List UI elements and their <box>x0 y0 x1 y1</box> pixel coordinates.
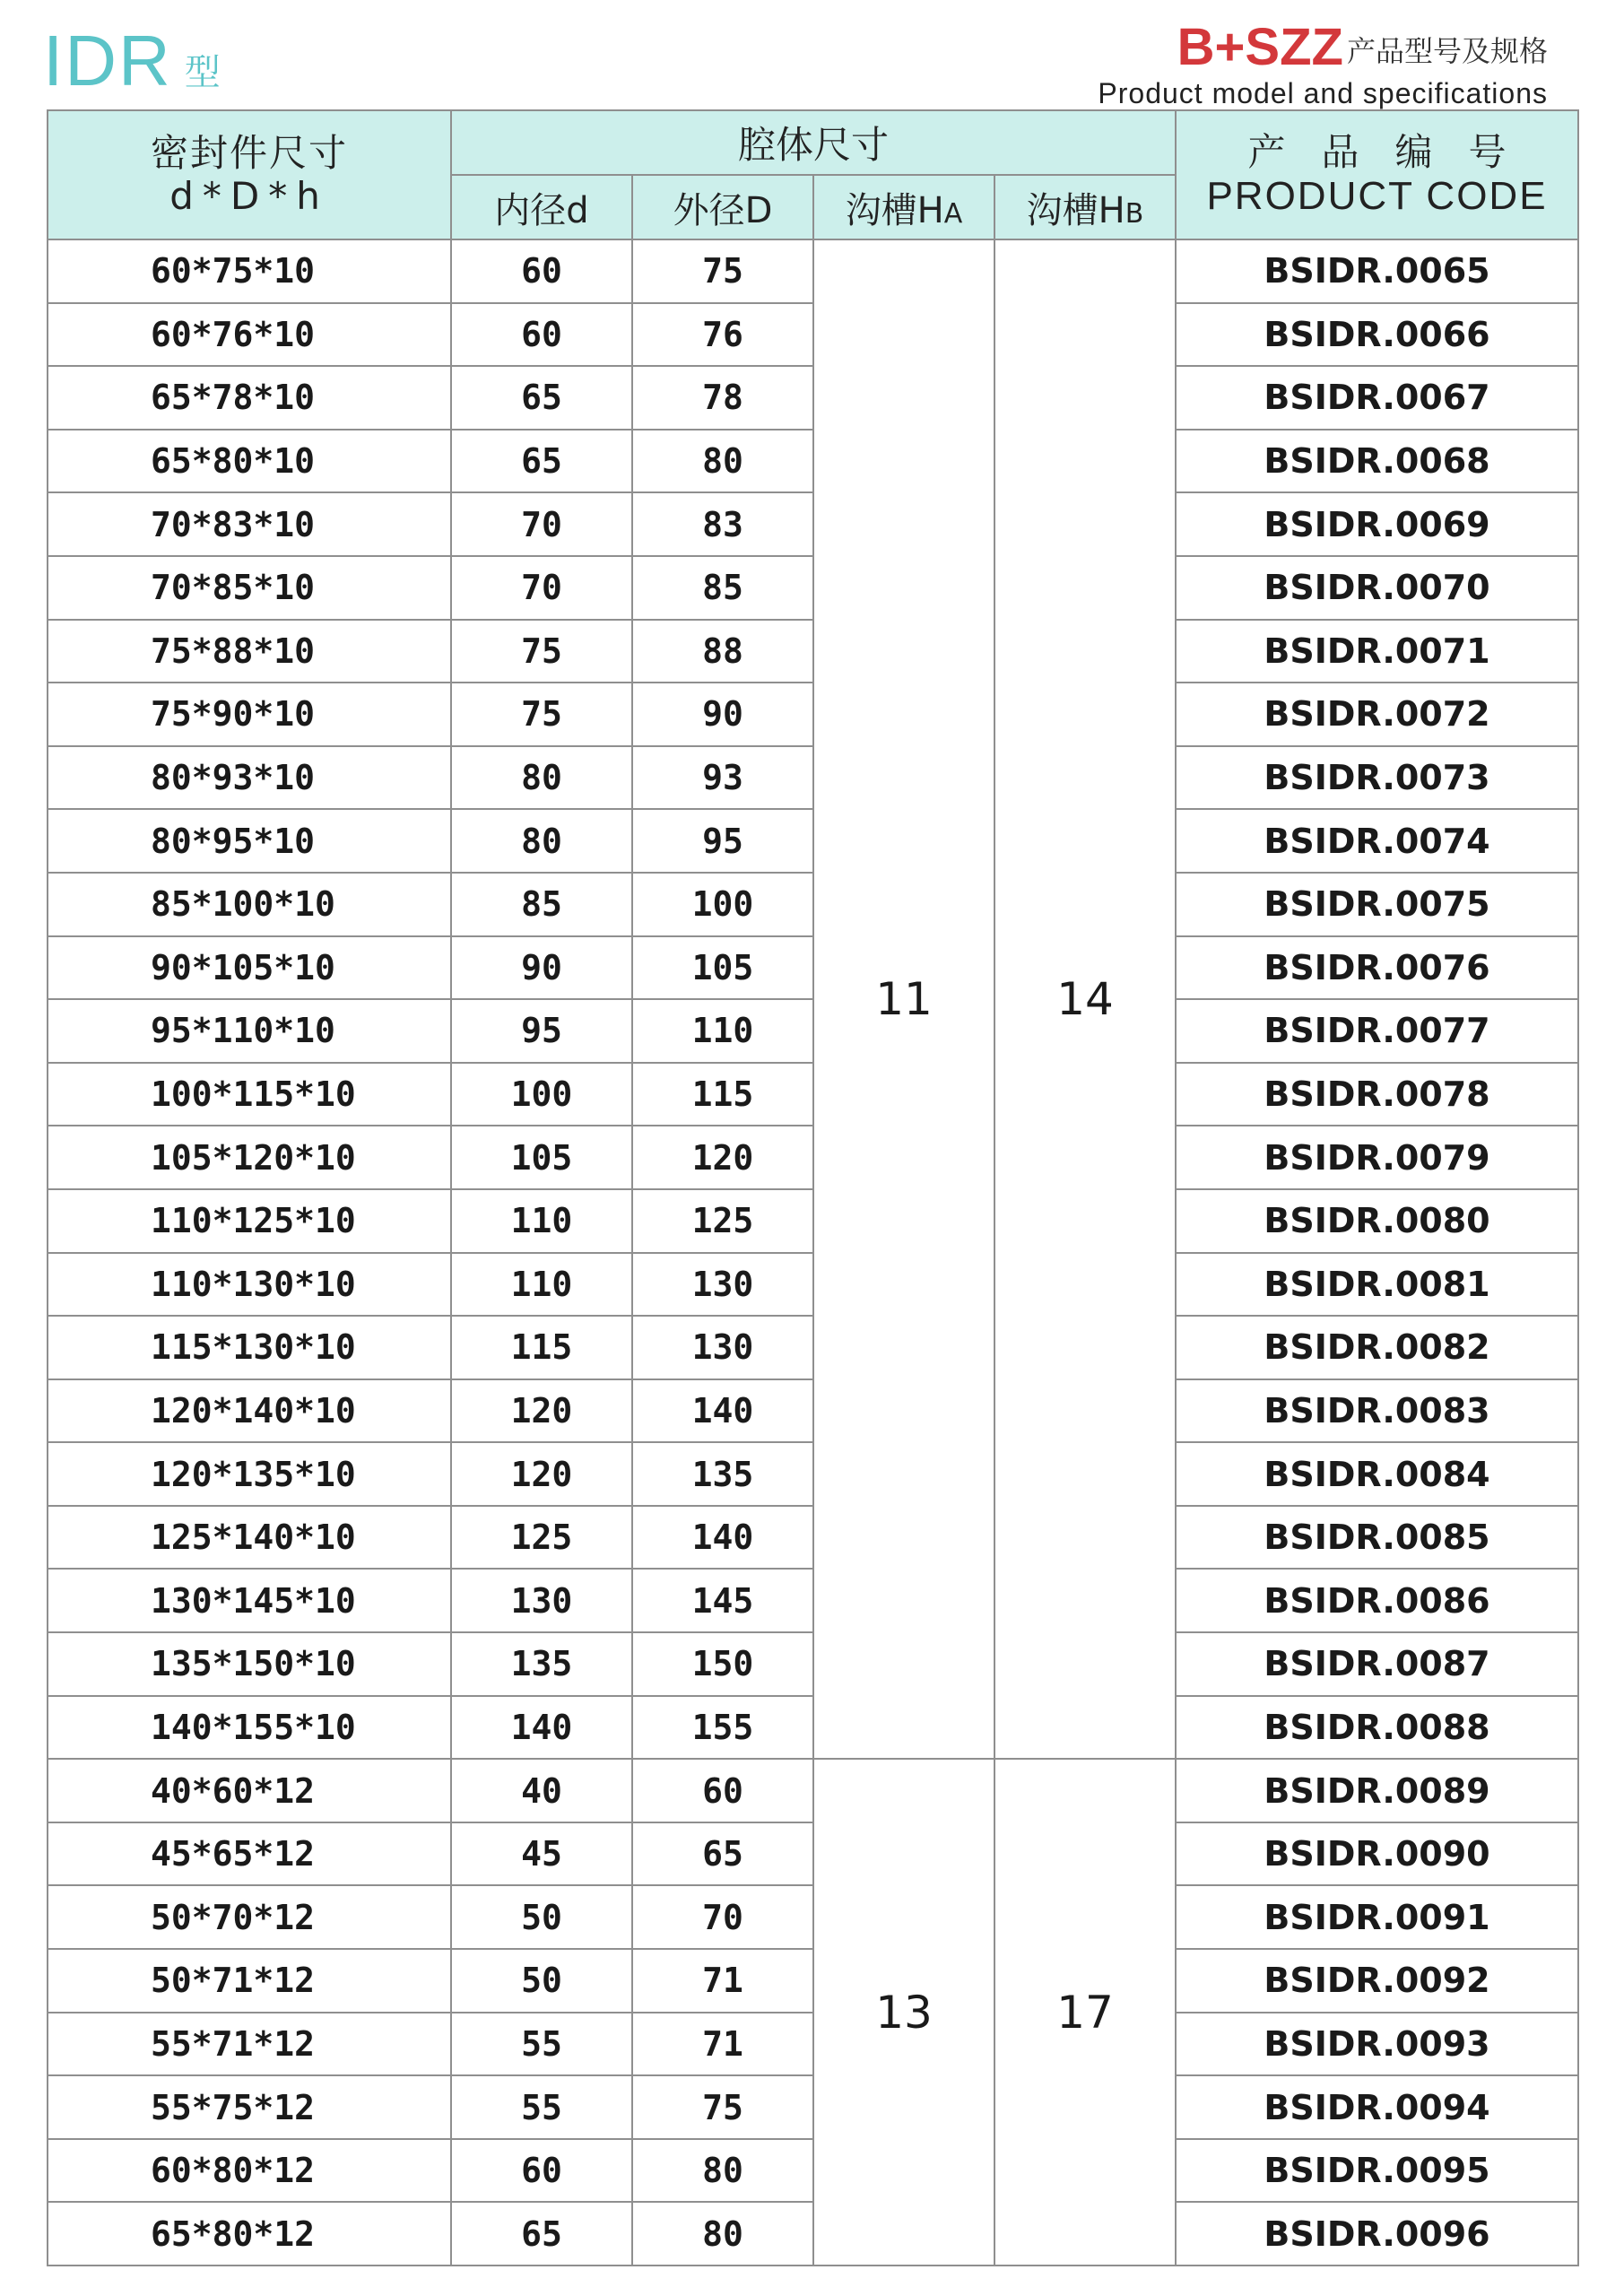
product-code-cell: BSIDR.0087 <box>1176 1632 1578 1696</box>
seal-size-header-cn: 密封件尺寸 <box>150 130 348 175</box>
product-code-header-en: PRODUCT CODE <box>1206 173 1548 218</box>
table-row <box>48 746 1578 810</box>
outer-diameter-cell: 88 <box>632 620 813 683</box>
outer-diameter-cell: 130 <box>632 1316 813 1379</box>
table-row <box>48 1569 1578 1632</box>
product-code-cell: BSIDR.0090 <box>1176 1822 1578 1886</box>
brand-tagline-cn: 产品型号及规格 <box>1346 34 1548 68</box>
product-code-cell: BSIDR.0093 <box>1176 2013 1578 2076</box>
seal-size-cell: 90*105*10 <box>48 936 451 1000</box>
outer-diameter-cell: 150 <box>632 1632 813 1696</box>
model-suffix: 型 <box>184 52 221 93</box>
seal-size-cell: 140*155*10 <box>48 1696 451 1760</box>
product-code-cell: BSIDR.0088 <box>1176 1696 1578 1760</box>
seal-size-cell: 40*60*12 <box>48 1759 451 1822</box>
table-row <box>48 1379 1578 1443</box>
product-code-cell: BSIDR.0068 <box>1176 430 1578 493</box>
seal-size-cell: 110*125*10 <box>48 1189 451 1253</box>
product-code-cell: BSIDR.0083 <box>1176 1379 1578 1443</box>
seal-size-cell: 105*120*10 <box>48 1126 451 1189</box>
table-row <box>48 1632 1578 1696</box>
seal-size-cell: 100*115*10 <box>48 1063 451 1126</box>
groove-hb-cell: 17 <box>994 1759 1176 2266</box>
inner-diameter-cell: 45 <box>451 1822 632 1886</box>
model-name: IDR <box>43 21 172 100</box>
outer-diameter-cell: 145 <box>632 1569 813 1632</box>
groove-ha-subscript: A <box>943 197 963 230</box>
seal-size-cell: 55*75*12 <box>48 2075 451 2139</box>
table-row <box>48 239 1578 303</box>
inner-diameter-cell: 105 <box>451 1126 632 1189</box>
inner-diameter-cell: 65 <box>451 430 632 493</box>
product-code-cell: BSIDR.0094 <box>1176 2075 1578 2139</box>
product-code-cell: BSIDR.0091 <box>1176 1885 1578 1949</box>
inner-diameter-cell: 120 <box>451 1379 632 1443</box>
brand-tagline-en: Product model and specifications <box>1098 77 1548 109</box>
table-row <box>48 1189 1578 1253</box>
inner-diameter-cell: 120 <box>451 1442 632 1506</box>
groove-hb-subscript: B <box>1125 197 1144 230</box>
table-row <box>48 303 1578 367</box>
product-code-cell: BSIDR.0089 <box>1176 1759 1578 1822</box>
inner-diameter-cell: 115 <box>451 1316 632 1379</box>
inner-diameter-cell: 55 <box>451 2013 632 2076</box>
product-code-cell: BSIDR.0078 <box>1176 1063 1578 1126</box>
table-row <box>48 936 1578 1000</box>
seal-size-cell: 110*130*10 <box>48 1253 451 1317</box>
outer-diameter-cell: 140 <box>632 1506 813 1570</box>
table-row <box>48 2075 1578 2139</box>
inner-diameter-cell: 50 <box>451 1885 632 1949</box>
inner-diameter-cell: 100 <box>451 1063 632 1126</box>
inner-diameter-cell: 70 <box>451 492 632 556</box>
product-code-cell: BSIDR.0071 <box>1176 620 1578 683</box>
inner-diameter-cell: 75 <box>451 683 632 746</box>
outer-diameter-cell: 130 <box>632 1253 813 1317</box>
table-row <box>48 809 1578 873</box>
table-row <box>48 1822 1578 1886</box>
inner-diameter-cell: 110 <box>451 1253 632 1317</box>
table-row <box>48 1696 1578 1760</box>
product-code-cell: BSIDR.0069 <box>1176 492 1578 556</box>
table-row <box>48 1885 1578 1949</box>
table-row <box>48 1506 1578 1570</box>
table-row <box>48 999 1578 1063</box>
inner-diameter-cell: 60 <box>451 239 632 303</box>
table-row <box>48 1316 1578 1379</box>
brand-logo: B+SZZ <box>1177 18 1343 76</box>
seal-size-cell: 80*95*10 <box>48 809 451 873</box>
product-code-cell: BSIDR.0081 <box>1176 1253 1578 1317</box>
table-row <box>48 873 1578 936</box>
outer-diameter-cell: 85 <box>632 556 813 620</box>
outer-diameter-cell: 80 <box>632 2139 813 2203</box>
inner-diameter-cell: 65 <box>451 2202 632 2266</box>
inner-diameter-cell: 80 <box>451 809 632 873</box>
table-row <box>48 620 1578 683</box>
table-row <box>48 1442 1578 1506</box>
inner-diameter-header: 内径d <box>451 175 632 239</box>
seal-size-cell: 65*80*12 <box>48 2202 451 2266</box>
product-code-cell: BSIDR.0070 <box>1176 556 1578 620</box>
product-code-cell: BSIDR.0085 <box>1176 1506 1578 1570</box>
inner-diameter-cell: 55 <box>451 2075 632 2139</box>
product-code-cell: BSIDR.0076 <box>1176 936 1578 1000</box>
outer-diameter-cell: 80 <box>632 2202 813 2266</box>
seal-size-cell: 115*130*10 <box>48 1316 451 1379</box>
outer-diameter-cell: 71 <box>632 2013 813 2076</box>
seal-size-cell: 95*110*10 <box>48 999 451 1063</box>
inner-diameter-cell: 65 <box>451 366 632 430</box>
groove-ha-header <box>813 175 994 239</box>
seal-size-cell: 50*71*12 <box>48 1949 451 2013</box>
outer-diameter-cell: 71 <box>632 1949 813 2013</box>
seal-size-cell: 70*85*10 <box>48 556 451 620</box>
outer-diameter-cell: 80 <box>632 430 813 493</box>
outer-diameter-cell: 135 <box>632 1442 813 1506</box>
outer-diameter-cell: 90 <box>632 683 813 746</box>
groove-hb-prefix: 沟槽H <box>1026 189 1125 231</box>
table-row <box>48 2202 1578 2266</box>
brand-line <box>1098 18 1548 76</box>
inner-diameter-cell: 75 <box>451 620 632 683</box>
table-row <box>48 2139 1578 2203</box>
product-code-cell: BSIDR.0077 <box>1176 999 1578 1063</box>
outer-diameter-cell: 75 <box>632 239 813 303</box>
table-header <box>48 110 1578 239</box>
product-code-cell: BSIDR.0095 <box>1176 2139 1578 2203</box>
product-code-cell: BSIDR.0080 <box>1176 1189 1578 1253</box>
outer-diameter-cell: 110 <box>632 999 813 1063</box>
outer-diameter-cell: 76 <box>632 303 813 367</box>
outer-diameter-cell: 95 <box>632 809 813 873</box>
outer-diameter-cell: 120 <box>632 1126 813 1189</box>
product-code-cell: BSIDR.0067 <box>1176 366 1578 430</box>
groove-ha-prefix: 沟槽H <box>845 189 944 231</box>
inner-diameter-cell: 125 <box>451 1506 632 1570</box>
inner-diameter-cell: 40 <box>451 1759 632 1822</box>
groove-hb-header <box>994 175 1176 239</box>
table-row <box>48 1253 1578 1317</box>
outer-diameter-cell: 65 <box>632 1822 813 1886</box>
inner-diameter-cell: 140 <box>451 1696 632 1760</box>
cavity-size-header: 腔体尺寸 <box>451 110 1176 175</box>
inner-diameter-cell: 95 <box>451 999 632 1063</box>
product-code-cell: BSIDR.0086 <box>1176 1569 1578 1632</box>
seal-size-header-en: d*D*h <box>169 174 329 218</box>
seal-size-cell: 120*140*10 <box>48 1379 451 1443</box>
outer-diameter-cell: 140 <box>632 1379 813 1443</box>
table-row <box>48 1063 1578 1126</box>
outer-diameter-cell: 78 <box>632 366 813 430</box>
product-code-header-cn: 产品编号 <box>1247 129 1542 174</box>
outer-diameter-cell: 83 <box>632 492 813 556</box>
inner-diameter-cell: 90 <box>451 936 632 1000</box>
inner-diameter-cell: 60 <box>451 2139 632 2203</box>
outer-diameter-cell: 115 <box>632 1063 813 1126</box>
inner-diameter-cell: 50 <box>451 1949 632 2013</box>
table-row <box>48 2013 1578 2076</box>
inner-diameter-cell: 130 <box>451 1569 632 1632</box>
inner-diameter-cell: 110 <box>451 1189 632 1253</box>
product-code-cell: BSIDR.0079 <box>1176 1126 1578 1189</box>
seal-size-header <box>48 110 451 239</box>
outer-diameter-cell: 100 <box>632 873 813 936</box>
groove-ha-cell: 11 <box>813 239 994 1759</box>
inner-diameter-cell: 135 <box>451 1632 632 1696</box>
seal-size-cell: 50*70*12 <box>48 1885 451 1949</box>
seal-size-cell: 60*75*10 <box>48 239 451 303</box>
seal-size-cell: 65*80*10 <box>48 430 451 493</box>
groove-ha-cell: 13 <box>813 1759 994 2266</box>
table-row <box>48 556 1578 620</box>
seal-size-cell: 65*78*10 <box>48 366 451 430</box>
outer-diameter-cell: 155 <box>632 1696 813 1760</box>
seal-size-cell: 120*135*10 <box>48 1442 451 1506</box>
table-body <box>48 239 1578 2266</box>
seal-size-cell: 75*90*10 <box>48 683 451 746</box>
product-code-cell: BSIDR.0065 <box>1176 239 1578 303</box>
brand-header <box>1098 18 1548 110</box>
product-code-cell: BSIDR.0074 <box>1176 809 1578 873</box>
seal-size-cell: 125*140*10 <box>48 1506 451 1570</box>
seal-size-cell: 80*93*10 <box>48 746 451 810</box>
seal-size-cell: 60*76*10 <box>48 303 451 367</box>
table-row <box>48 492 1578 556</box>
outer-diameter-cell: 70 <box>632 1885 813 1949</box>
outer-diameter-cell: 60 <box>632 1759 813 1822</box>
product-code-cell: BSIDR.0096 <box>1176 2202 1578 2266</box>
seal-size-cell: 45*65*12 <box>48 1822 451 1886</box>
inner-diameter-cell: 60 <box>451 303 632 367</box>
spec-table <box>47 109 1579 2266</box>
table-row <box>48 1949 1578 2013</box>
table-row <box>48 1759 1578 1822</box>
table-row <box>48 683 1578 746</box>
seal-size-cell: 70*83*10 <box>48 492 451 556</box>
outer-diameter-cell: 75 <box>632 2075 813 2139</box>
outer-diameter-cell: 125 <box>632 1189 813 1253</box>
outer-diameter-header: 外径D <box>632 175 813 239</box>
product-code-cell: BSIDR.0066 <box>1176 303 1578 367</box>
table-row <box>48 366 1578 430</box>
seal-size-cell: 130*145*10 <box>48 1569 451 1632</box>
inner-diameter-cell: 70 <box>451 556 632 620</box>
product-code-cell: BSIDR.0092 <box>1176 1949 1578 2013</box>
groove-hb-cell: 14 <box>994 239 1176 1759</box>
seal-size-cell: 135*150*10 <box>48 1632 451 1696</box>
product-code-cell: BSIDR.0073 <box>1176 746 1578 810</box>
inner-diameter-cell: 80 <box>451 746 632 810</box>
seal-size-cell: 85*100*10 <box>48 873 451 936</box>
page-title <box>43 21 221 100</box>
outer-diameter-cell: 105 <box>632 936 813 1000</box>
table-row <box>48 1126 1578 1189</box>
seal-size-cell: 60*80*12 <box>48 2139 451 2203</box>
product-code-cell: BSIDR.0075 <box>1176 873 1578 936</box>
product-code-cell: BSIDR.0082 <box>1176 1316 1578 1379</box>
product-code-cell: BSIDR.0084 <box>1176 1442 1578 1506</box>
seal-size-cell: 75*88*10 <box>48 620 451 683</box>
product-code-header <box>1176 110 1578 239</box>
product-code-cell: BSIDR.0072 <box>1176 683 1578 746</box>
seal-size-cell: 55*71*12 <box>48 2013 451 2076</box>
outer-diameter-cell: 93 <box>632 746 813 810</box>
inner-diameter-cell: 85 <box>451 873 632 936</box>
table-row <box>48 430 1578 493</box>
